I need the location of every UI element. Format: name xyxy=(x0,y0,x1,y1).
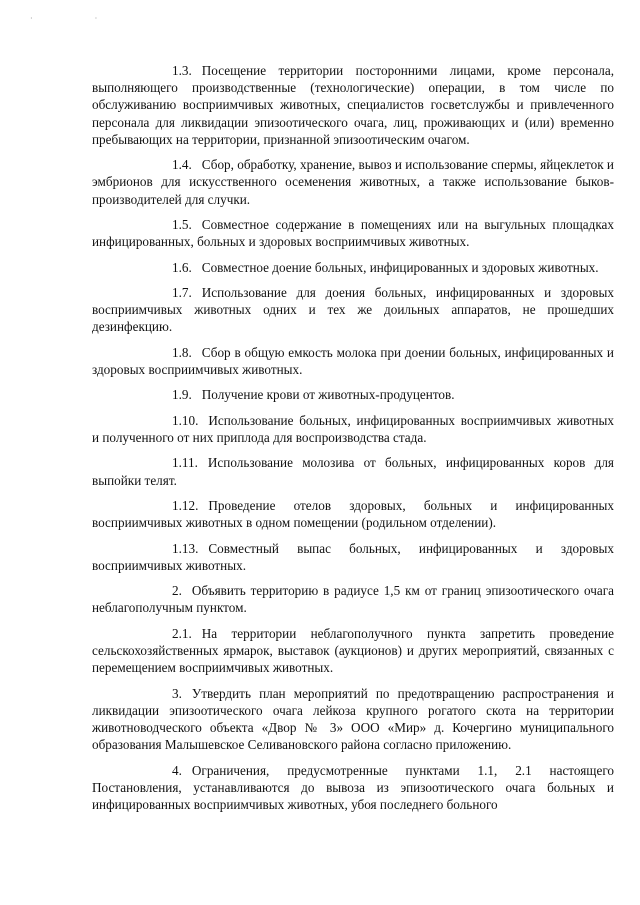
paragraph-1-11 xyxy=(92,454,614,488)
paragraph-text: Получение крови от животных-продуцентов. xyxy=(201,387,455,403)
paragraph-text: Использование больных, инфицированных восприимчивых животных и полученного от них приплода для воспроизводства стада. xyxy=(92,412,614,445)
paragraph-number: 1.8. xyxy=(172,344,192,360)
paragraph-2-1 xyxy=(92,625,614,677)
paragraph-1-8 xyxy=(92,344,614,378)
paragraph-text: Сбор в общую емкость молока при доении больных, инфицированных и здоровых восприимчивых животных. xyxy=(92,344,614,377)
paragraph-number: 1.6. xyxy=(172,259,192,275)
paragraph-text: Использование молозива от больных, инфицированных коров для выпойки телят. xyxy=(92,455,614,488)
paragraph-number: 2. xyxy=(172,583,182,599)
paragraph-1-6 xyxy=(92,259,614,276)
paragraph-number: 1.10. xyxy=(172,412,199,428)
paragraph-number: 1.11. xyxy=(172,455,198,471)
paragraph-number: 1.13. xyxy=(172,540,199,556)
paragraph-number: 1.12. xyxy=(172,497,199,513)
document-page xyxy=(92,62,614,821)
paragraph-4 xyxy=(92,762,614,814)
paragraph-number: 3. xyxy=(172,685,182,701)
paragraph-1-9 xyxy=(92,386,614,403)
paragraph-1-12 xyxy=(92,497,614,531)
paragraph-text: Использование для доения больных, инфицированных и здоровых восприимчивых животных одних и тех же доильных аппаратов, не прошедших дезинфекцию. xyxy=(92,284,614,335)
paragraph-text: На территории неблагополучного пункта запретить проведение сельскохозяйственных ярмарок, выставок (аукционов) и других мероприятий, связанных с перемещением восприимчивых животных. xyxy=(92,625,614,676)
paragraph-number: 1.3. xyxy=(172,63,192,78)
paragraph-text: Совместный выпас больных, инфицированных и здоровых восприимчивых животных. xyxy=(92,540,614,573)
paragraph-1-5 xyxy=(92,216,614,250)
paragraph-1-4 xyxy=(92,156,614,208)
paragraph-text: Совместное доение больных, инфицированных и здоровых животных. xyxy=(201,259,599,275)
paragraph-text: Ограничения, предусмотренные пунктами 1.1, 2.1 настоящего Постановления, устанавливаются до вывоза из эпизоотического очага больных и инфицированных восприимчивых животных, убоя последнего больного xyxy=(92,762,614,812)
scan-specks: · · xyxy=(30,14,128,23)
paragraph-text: Утвердить план мероприятий по предотвращению распространения и ликвидации эпизоотического очага лейкоза крупного рогатого скота на территории животноводческого объекта «Двор № 3» ООО «Мир» д. Кочергино муниципального образования Малышевское Селивановского района согласно приложению. xyxy=(92,685,614,753)
paragraph-text: Совместное содержание в помещениях или на выгульных площадках инфицированных, больных и здоровых восприимчивых животных. xyxy=(92,217,614,250)
paragraph-2 xyxy=(92,582,614,616)
paragraph-number: 4. xyxy=(172,762,182,778)
paragraph-text: Проведение отелов здоровых, больных и инфицированных восприимчивых животных в одном помещении (родильном отделении). xyxy=(92,497,614,531)
paragraph-3 xyxy=(92,685,614,754)
paragraph-1-7 xyxy=(92,284,614,336)
paragraph-number: 1.7. xyxy=(172,284,192,300)
paragraph-number: 2.1. xyxy=(172,625,192,641)
paragraph-1-3 xyxy=(92,62,614,148)
paragraph-text: Сбор, обработку, хранение, вывоз и использование спермы, яйцеклеток и эмбрионов для искусственного осеменения животных, а также использование быков-производителей для случки. xyxy=(92,157,614,207)
paragraph-text: Объявить территорию в радиусе 1,5 км от границ эпизоотического очага неблагополучным пунктом. xyxy=(92,583,614,616)
paragraph-1-10 xyxy=(92,412,614,446)
paragraph-number: 1.4. xyxy=(172,157,192,173)
paragraph-number: 1.9. xyxy=(172,387,192,403)
paragraph-text: Посещение территории посторонними лицами, кроме персонала, выполняющего производственные (технологические) операции, в том числе по обслуживанию восприимчивых животных, специалистов госветслужбы и привлеченного персонала для ликвидации эпизоотического очага, лиц, проживающих и (или) временно пребывающих на территории, признанной эпизоотическим очагом. xyxy=(92,63,614,147)
paragraph-1-13 xyxy=(92,540,614,574)
paragraph-number: 1.5. xyxy=(172,217,192,232)
